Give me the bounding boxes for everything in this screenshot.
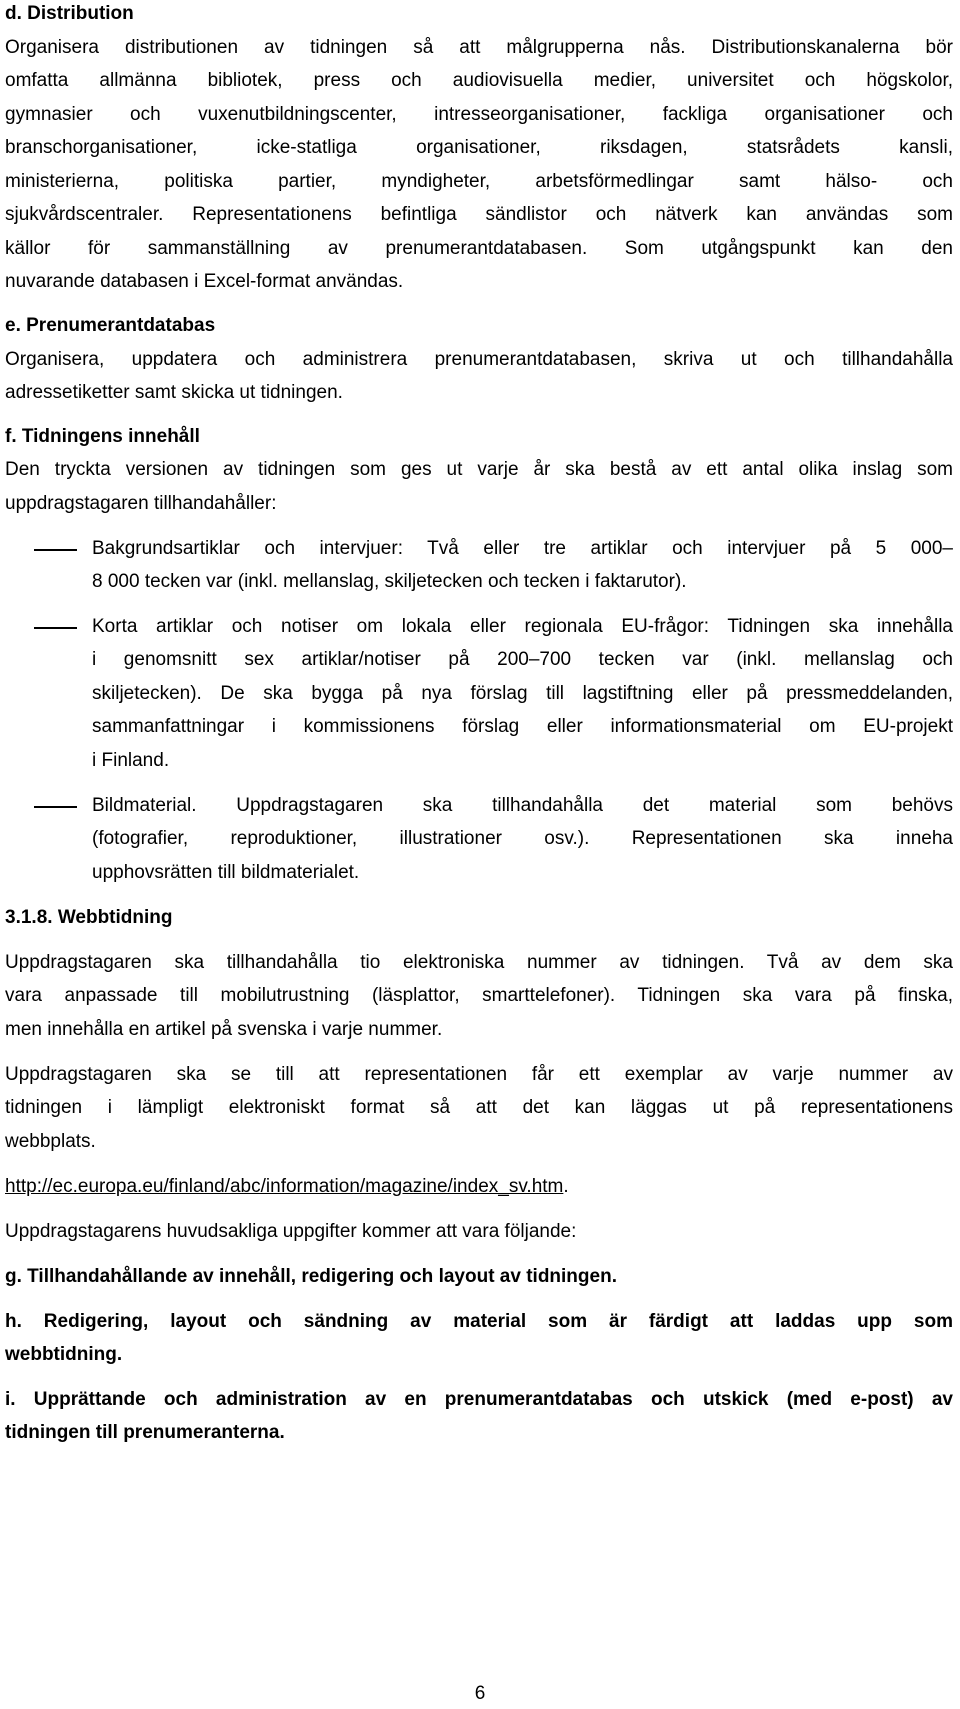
bullet-3-line: upphovsrätten till bildmaterialet. [92, 862, 360, 883]
section-318-para2-line: Uppdragstagaren ska se till att representationen får ett exemplar av varje nummer av [5, 1064, 953, 1085]
section-318-para2-line: webbplats. [5, 1131, 96, 1152]
page-number: 6 [474, 1683, 486, 1704]
bullet-1-line: 8 000 tecken var (inkl. mellanslag, skiljetecken och tecken i faktarutor). [92, 571, 687, 592]
section-d-line: sjukvårdscentraler. Representationens befintliga sändlistor och nätverk kan användas som [5, 204, 953, 225]
section-318-para1-line: men innehålla en artikel på svenska i varje nummer. [5, 1019, 443, 1040]
bullet-3-line: Bildmaterial. Uppdragstagaren ska tillhandahålla det material som behövs [92, 795, 953, 816]
section-e-line: Organisera, uppdatera och administrera prenumerantdatabasen, skriva ut och tillhandahålla [5, 349, 953, 370]
section-318-para2-line: tidningen i lämpligt elektroniskt format så att det kan läggas ut på representationens [5, 1097, 953, 1118]
task-g: g. Tillhandahållande av innehåll, redigering och layout av tidningen. [5, 1266, 617, 1287]
task-i-line: i. Upprättande och administration av en prenumerantdatabas och utskick (med e-post) av [5, 1389, 953, 1410]
section-f-line: Den tryckta versionen av tidningen som ges ut varje år ska bestå av ett antal olika inslag som [5, 459, 953, 480]
section-e-line: adressetiketter samt skicka ut tidningen. [5, 382, 343, 403]
section-f-line: uppdragstagaren tillhandahåller: [5, 493, 277, 514]
section-e-heading: e. Prenumerantdatabas [5, 315, 216, 336]
section-d-line: gymnasier och vuxenutbildningscenter, intresseorganisationer, fackliga organisationer och [5, 104, 953, 125]
section-d-line: nuvarande databasen i Excel-format användas. [5, 271, 404, 292]
bullet-1-line: Bakgrundsartiklar och intervjuer: Två eller tre artiklar och intervjuer på 5 000– [92, 538, 953, 559]
section-f-heading: f. Tidningens innehåll [5, 426, 200, 447]
magazine-link[interactable]: http://ec.europa.eu/finland/abc/information/magazine/index_sv.htm [5, 1176, 564, 1197]
dash-bullet-icon [34, 627, 77, 629]
task-h-line: h. Redigering, layout och sändning av material som är färdigt att laddas upp som [5, 1311, 953, 1332]
section-318-para1-line: Uppdragstagaren ska tillhandahålla tio elektroniska nummer av tidningen. Två av dem ska [5, 952, 953, 973]
section-d-line: Organisera distributionen av tidningen så att målgrupperna nås. Distributionskanalerna bör [5, 37, 953, 58]
bullet-2-line: skiljetecken). De ska bygga på nya förslag till lagstiftning eller på pressmeddelanden, [92, 683, 953, 704]
section-d-line: ministerierna, politiska partier, myndigheter, arbetsförmedlingar samt hälso- och [5, 171, 953, 192]
tasks-intro: Uppdragstagarens huvudsakliga uppgifter kommer att vara följande: [5, 1221, 577, 1242]
section-d-line: källor för sammanställning av prenumerantdatabasen. Som utgångspunkt kan den [5, 238, 953, 259]
bullet-2-line: Korta artiklar och notiser om lokala eller regionala EU-frågor: Tidningen ska innehålla [92, 616, 953, 637]
bullet-2-line: i Finland. [92, 750, 170, 771]
bullet-2-line: sammanfattningar i kommissionens förslag eller informationsmaterial om EU-projekt [92, 716, 953, 737]
dash-bullet-icon [34, 806, 77, 808]
task-i-line: tidningen till prenumeranterna. [5, 1422, 285, 1443]
bullet-3-line: (fotografier, reproduktioner, illustrationer osv.). Representationen ska inneha [92, 828, 953, 849]
section-d-heading: d. Distribution [5, 3, 134, 24]
magazine-link-line [5, 1175, 569, 1199]
section-318-para1-line: vara anpassade till mobilutrustning (läsplattor, smarttelefoner). Tidningen ska vara på finska, [5, 985, 953, 1006]
task-h-line: webbtidning. [5, 1344, 123, 1365]
section-d-line: omfatta allmänna bibliotek, press och audiovisuella medier, universitet och högskolor, [5, 70, 953, 91]
section-d-line: branschorganisationer, icke-statliga organisationer, riksdagen, statsrådets kansli, [5, 137, 953, 158]
link-suffix: . [563, 1176, 569, 1197]
dash-bullet-icon [34, 549, 77, 551]
bullet-2-line: i genomsnitt sex artiklar/notiser på 200–700 tecken var (inkl. mellanslag och [92, 649, 953, 670]
section-318-heading: 3.1.8. Webbtidning [5, 907, 173, 928]
